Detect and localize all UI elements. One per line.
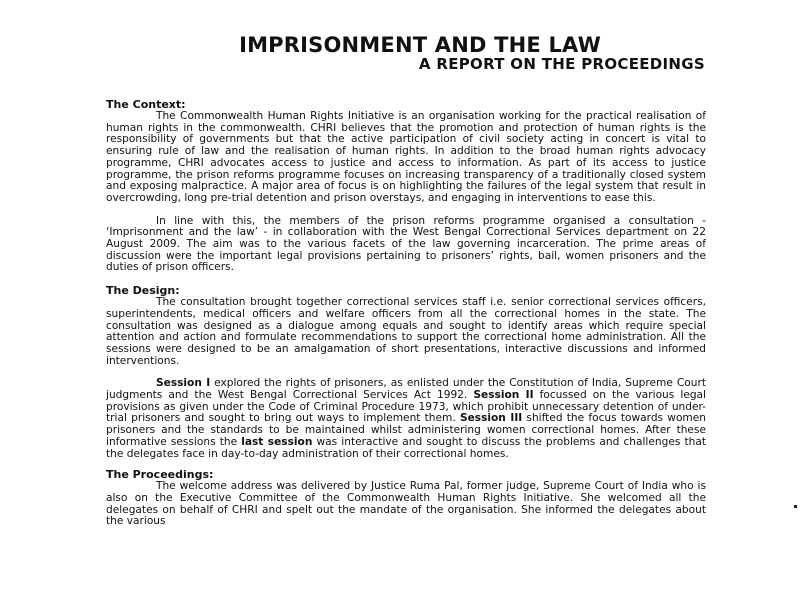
last-session-text: was interactive and sought to discuss the problems and challenges that the delegates face in day-to-day administration of their correctional homes.	[106, 435, 706, 460]
design-sessions-paragraph	[106, 378, 706, 460]
session-2-label: Session II	[473, 389, 534, 402]
session-2-text: focussed on the various legal provisions as given under the Code of Criminal Procedure 1973, which prohibit unnecessary detention of under-trial prisoners and sought to bring out ways to implement them.	[106, 389, 706, 425]
session-3-label: Session III	[459, 412, 523, 425]
design-paragraph-1: The consultation brought together correctional services staff i.e. senior correctional services officers, superintendents, medical officers and welfare officers from all the correctional homes in the state. The consultation was designed as a dialogue among equals and sought to identify areas which require special attention and action and formulate recommendations to support the correctional home administration. All the sessions were designed to be an amalgamation of short presentations, interactive discussions and informed interventions.	[106, 296, 706, 367]
document-body	[106, 99, 706, 528]
section-heading-context: The Context:	[106, 98, 186, 111]
session-3-text: shifted the focus towards women prisoners and the standards to be maintained whilst administering women correctional homes. After these informative sessions the	[106, 412, 706, 448]
session-1-text: explored the rights of prisoners, as enlisted under the Constitution of India, Supreme Court judgments and the West Bengal Correctional Services Act 1992.	[106, 377, 706, 402]
section-heading-design: The Design:	[106, 284, 180, 298]
session-1-label: Session I	[156, 377, 211, 390]
proceedings-paragraph-1: The welcome address was delivered by Justice Ruma Pal, former judge, Supreme Court of India who is also on the Executive Committee of the Commonwealth Human Rights Initiative. She welcomed all the delegates on behalf of CHRI and spelt out the mandate of the organisation. She informed the delegates about the various	[106, 480, 706, 528]
section-heading-proceedings: The Proceedings:	[106, 468, 214, 482]
context-paragraph-1: The Commonwealth Human Rights Initiative is an organisation working for the practical realisation of human rights in the commonwealth. CHRI believes that the promotion and protection of human rights is the responsibility of governments but that the active participation of civil society acting in concert is vital to ensuring rule of law and the realisation of human rights. In addition to the broad human rights advocacy programme, CHRI advocates access to justice and access to information. As part of its access to justice programme, the prison reforms programme focuses on increasing transparency of a traditionally closed system and exposing malpractice. A major area of focus is on highlighting the failures of the legal system that result in overcrowding, long pre-trial detention and prison overstays, and engaging in interventions to ease this.	[106, 110, 706, 204]
last-session-label: last session	[241, 435, 313, 448]
document-title: IMPRISONMENT AND THE LAW	[239, 33, 601, 57]
context-paragraph-2: In line with this, the members of the prison reforms programme organised a consultation - ‘Imprisonment and the law’ - in collaboration with the West Bengal Correctional Services department on 22 August 2009. The aim was to the various facets of the law governing incarceration. The prime areas of discussion were the important legal provisions pertaining to prisoners’ rights, bail, women prisoners and the duties of prison officers.	[106, 214, 706, 274]
document-subtitle: A REPORT ON THE PROCEEDINGS	[418, 55, 705, 73]
page-edge-mark	[794, 505, 797, 508]
